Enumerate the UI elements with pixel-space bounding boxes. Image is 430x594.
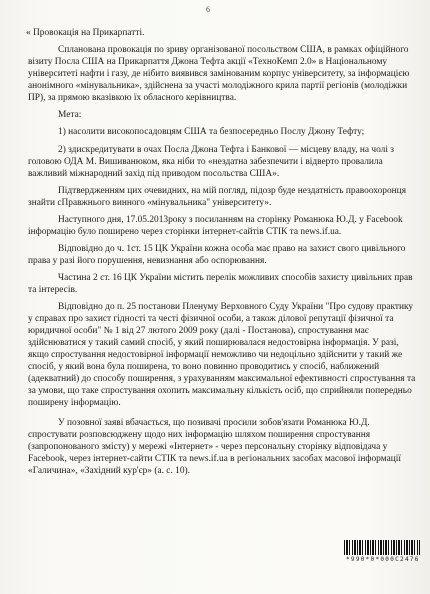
text-line-20: Відповідно до п. 25 постанови Пленуму Верховного Суду України "Про судову практику bbox=[58, 302, 414, 312]
text-line-7: Мета: bbox=[58, 110, 82, 120]
text-line-25: спосіб, у який вона була поширена, то воно повинно проводитись у спосіб, наближений bbox=[28, 362, 380, 372]
text-line-23: здійснюватися у такий самий спосіб, у який поширювалася недостовірна інформація. У разі, bbox=[28, 338, 399, 348]
text-line-13: знайти сПравжнього винного «мінувальника" університету». bbox=[28, 198, 272, 208]
text-line-11: важливий міжнародний захід під приводом посольства США». bbox=[28, 169, 280, 179]
text-line-8: 1) насолити високопосадовцям США та безпосередньо Послу Джону Тефту; bbox=[58, 127, 365, 137]
text-line-22: юридичної особи" № 1 від 27 лютого 2009 року (далі - Постанова), спростування має bbox=[28, 326, 369, 336]
text-line-12: Підтвердженням цих очевидних, на мій погляд, підозр буде нездатність правоохоронця bbox=[58, 186, 407, 196]
text-line-27: за умови, що таке спростування охопить максимальну кількість осіб, що сприйняли попередньо bbox=[28, 386, 412, 396]
text-line-19: та інтересів. bbox=[28, 285, 78, 295]
text-line-5: анонімного «мінувальника», здійснена за участі молодіжного крила партії регіонів (молодіжки bbox=[28, 81, 408, 91]
text-line-31: (запропонованого змісту) у мережі «Інтернет» - через персональну сторінку відповідача у bbox=[28, 442, 388, 452]
text-line-16: Відповідно до ч. 1ст. 15 ЦК України кожна особа має право на захист свого цивільного bbox=[58, 244, 406, 254]
text-line-10: головою ОДА М. Вишиванюком, яка ніби то «нездатна забезпечити і відверто провалила bbox=[28, 157, 383, 167]
text-line-26: (адекватний) до способу поширення, з урахуванням максимальної ефективності спростування та bbox=[28, 374, 416, 384]
text-line-24: якщо спростування недостовірної інформації неможливо чи недоцільно здійснити у такий же bbox=[28, 350, 403, 360]
text-line-21: у справах про захист гідності та честі фізичної особи, а також ділової репутації фізичної та bbox=[28, 314, 394, 324]
text-line-32: Facebook, через інтернет-сайти СТІК та news.if.ua в регіональних засобах масової інформації bbox=[28, 454, 401, 464]
text-line-30: спростувати розповсюджену щодо них інформацію шляхом поширення спростування bbox=[28, 430, 371, 440]
page-number: 6 bbox=[206, 5, 210, 14]
text-line-29: У позовної заяві вбачається, що позивачі просили зобов'язати Романюка Ю.Д. bbox=[58, 418, 370, 428]
text-line-9: 2) здискредитувати в очах Посла Джона Тефта і Банкової — місцеву владу, на чолі з bbox=[58, 145, 394, 155]
text-line-4: університеті нафти і газу, де нібито виявився замінованим корпус університету, за інформацією bbox=[28, 69, 410, 79]
text-line-33: «Галичина», «Західний кур'єр» (а. с. 10). bbox=[28, 466, 190, 476]
barcode-number: *990*0*000C2476 bbox=[346, 556, 420, 563]
text-line-1: « Провокація на Прикарпатті. bbox=[26, 28, 145, 38]
text-line-6: ПР), за прямою вказівкою їх обласного керівництва. bbox=[28, 93, 237, 103]
text-line-3: візиту Посла США на Прикарпаття Джона Тефта акції «ТехноКемп 2.0» в Національному bbox=[28, 57, 388, 67]
text-line-2: Спланована провокація по зриву організованої посольством США, в рамках офіційного bbox=[58, 45, 409, 55]
barcode-image bbox=[344, 540, 420, 555]
text-line-14: Наступного дня, 17.05.2013року з посиланням на сторінку Романюка Ю.Д. у Facebook bbox=[58, 215, 403, 225]
text-line-15: інформацію було поширено через сторінки інтернет-сайтів СТІК та news.if.ua. bbox=[28, 227, 342, 237]
text-line-17: права у разі його порушення, невизнання або оспорювання. bbox=[28, 256, 267, 266]
text-line-28: поширену інформацію. bbox=[28, 398, 121, 408]
text-line-18: Частина 2 ст. 16 ЦК України містить перелік можливих способів захисту цивільних прав bbox=[58, 273, 413, 283]
